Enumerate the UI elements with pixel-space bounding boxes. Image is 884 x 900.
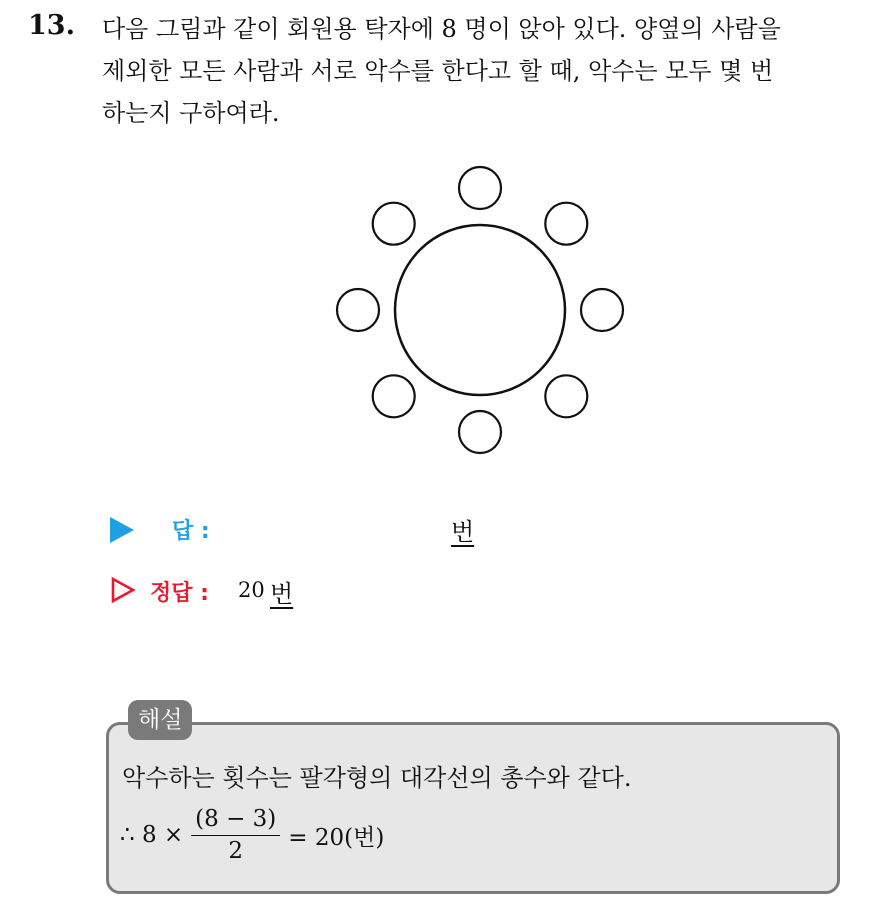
seat-circle <box>545 203 587 245</box>
fraction-numerator: (8 − 3) <box>191 805 280 836</box>
filled-triangle-icon <box>110 517 134 543</box>
formula-suffix: = 20(번) <box>288 824 385 851</box>
question-text <box>102 8 862 134</box>
formula-prefix: ∴ 8 × <box>120 822 184 848</box>
seat-circle <box>373 203 415 245</box>
seat-circle <box>545 375 587 417</box>
correct-answer-row <box>110 572 530 612</box>
explanation-tab: 해설 <box>128 700 192 740</box>
answer-label: 답 : <box>172 519 210 544</box>
explanation-formula <box>120 800 384 870</box>
round-table <box>395 225 565 395</box>
question-number: 13. <box>28 10 75 41</box>
seat-circle <box>459 411 501 453</box>
seat-circle <box>581 289 623 331</box>
answer-row <box>110 510 530 550</box>
fraction-denominator: 2 <box>228 837 244 864</box>
seat-circle <box>459 167 501 209</box>
correct-answer-value: 20 <box>238 578 265 602</box>
formula-fraction <box>191 805 280 866</box>
question-line: 다음 그림과 같이 회원용 탁자에 8 명이 앉아 있다. 양옆의 사람을 <box>102 15 781 43</box>
explanation-text: 악수하는 횟수는 팔각형의 대각선의 총수와 같다. <box>122 764 632 792</box>
correct-answer-unit: 번 <box>270 580 294 608</box>
round-table-figure <box>320 150 640 470</box>
seat-circle <box>337 289 379 331</box>
question-line: 제외한 모든 사람과 서로 악수를 한다고 할 때, 악수는 모두 몇 번 <box>102 57 774 85</box>
correct-answer-label: 정답 : <box>150 581 209 606</box>
hollow-triangle-icon <box>110 576 136 604</box>
question-line: 하는지 구하여라. <box>102 99 280 127</box>
seat-circle <box>373 375 415 417</box>
answer-unit: 번 <box>451 518 475 546</box>
